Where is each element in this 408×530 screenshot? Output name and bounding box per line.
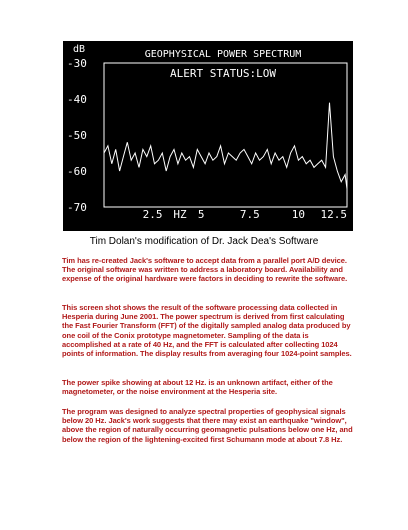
alert-status: ALERT STATUS:LOW (170, 67, 276, 80)
spectrum-trace (104, 103, 347, 189)
spectrum-chart (63, 41, 353, 231)
y-tick-labels (67, 57, 87, 214)
x-axis-unit-label: HZ (173, 208, 187, 221)
paragraph-program-design: The program was designed to analyze spectral properties of geophysical signals below 20 Hz. Jack's work suggests that there may exist an earthquake "window", above the region of naturally occurring geomagnetic pulsations below one Hz, and below the region of the lightening-excited first Schumann mode at about 7.8 Hz. (62, 407, 353, 444)
y-tick-label: -60 (67, 165, 87, 178)
y-tick-label: -70 (67, 201, 87, 214)
y-tick-label: -30 (67, 57, 87, 70)
x-tick-label: 7.5 (239, 208, 260, 221)
plot-frame (104, 63, 347, 207)
figure-caption: Tim Dolan's modification of Dr. Jack Dea's Software (89, 236, 319, 247)
y-axis-label: dB (73, 44, 86, 55)
paragraph-data-processing: This screen shot shows the result of the software processing data collected in Hesperia during June 2001. The power spectrum is derived from first calculating the Fast Fourier Transform (FFT) of the digitally sampled analog data produced by one coil of the Conix prototype magnetometer. Sampling of the data is accomplished at a rate of 40 Hz, and the FFT is calculated after collecting 1024 points of information. The display results from averaging four 1024-point samples. (62, 303, 352, 359)
y-tick-label: -40 (67, 93, 87, 106)
x-tick-label: 12.5 (320, 208, 347, 221)
paragraph-power-spike: The power spike showing at about 12 Hz. is an unknown artifact, either of the magnetometer, or the noise environment at the Hesperia site. (62, 378, 333, 397)
x-tick-label: 2.5 (142, 208, 163, 221)
x-tick-label: 10 (291, 208, 306, 221)
x-tick-label: 5 (197, 208, 205, 221)
y-tick-label: -50 (67, 129, 87, 142)
paragraph-software: Tim has re-created Jack's software to accept data from a parallel port A/D device. The original software was written to address a laboratory board. Availability and expense of the original hardware were factors in deciding to rewrite the software. (62, 256, 348, 284)
chart-title: GEOPHYSICAL POWER SPECTRUM (144, 49, 302, 60)
power-spectrum-display (63, 41, 353, 231)
